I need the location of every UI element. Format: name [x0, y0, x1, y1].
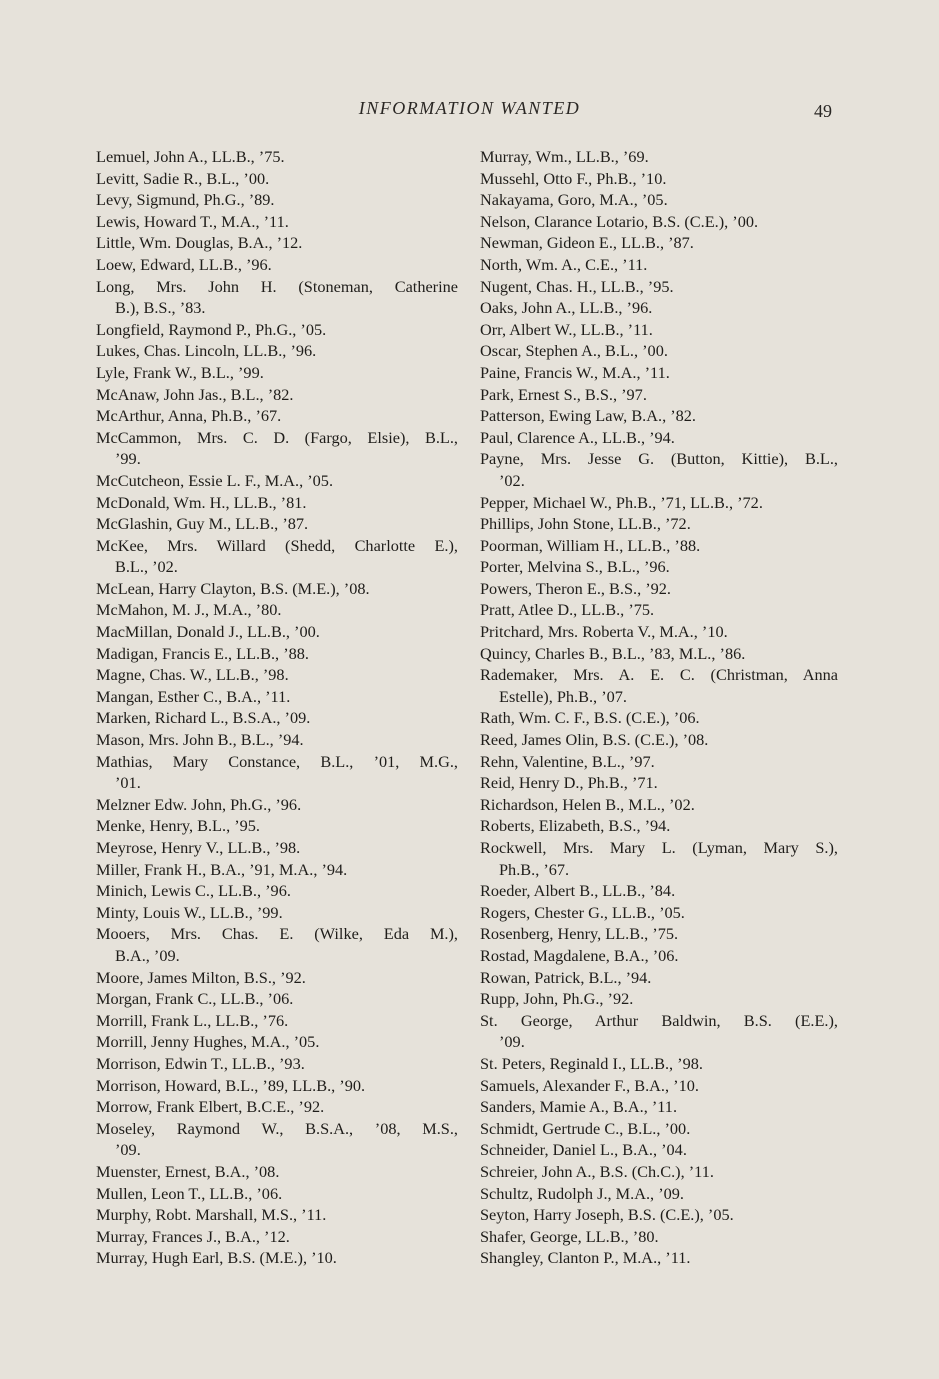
directory-entry: Rostad, Magdalene, B.A., ’06. — [480, 945, 679, 965]
directory-entry: Pepper, Michael W., Ph.B., ’71, LL.B., ’72. — [480, 492, 763, 512]
directory-entry: Loew, Edward, LL.B., ’96. — [96, 254, 272, 274]
directory-entry: Pratt, Atlee D., LL.B., ’75. — [480, 600, 655, 620]
directory-entry: Mooers, Mrs. Chas. E. (Wilke, Eda M.), — [96, 924, 458, 944]
directory-entry: Schneider, Daniel L., B.A., ’04. — [480, 1140, 687, 1160]
directory-entry-continuation: ’02. — [499, 470, 525, 490]
directory-entry: Menke, Henry, B.L., ’95. — [96, 816, 260, 836]
directory-entry: Newman, Gideon E., LL.B., ’87. — [480, 233, 694, 253]
directory-entry: Rademaker, Mrs. A. E. C. (Christman, Anna — [480, 665, 838, 685]
directory-entry: Seyton, Harry Joseph, B.S. (C.E.), ’05. — [480, 1205, 734, 1225]
left-column — [96, 146, 458, 1269]
directory-entry: Pritchard, Mrs. Roberta V., M.A., ’10. — [480, 622, 728, 642]
directory-entry: Morrill, Jenny Hughes, M.A., ’05. — [96, 1032, 320, 1052]
directory-entry: Levy, Sigmund, Ph.G., ’89. — [96, 190, 275, 210]
directory-entry: Oaks, John A., LL.B., ’96. — [480, 298, 653, 318]
directory-entry: Lukes, Chas. Lincoln, LL.B., ’96. — [96, 341, 317, 361]
directory-entry: Magne, Chas. W., LL.B., ’98. — [96, 665, 289, 685]
directory-entry-continuation: Ph.B., ’67. — [499, 859, 570, 879]
right-column — [480, 146, 838, 1269]
directory-entry-continuation: B.A., ’09. — [115, 945, 180, 965]
directory-entry: Rockwell, Mrs. Mary L. (Lyman, Mary S.), — [480, 838, 838, 857]
directory-entry: Reid, Henry D., Ph.B., ’71. — [480, 773, 658, 793]
directory-entry: Murray, Frances J., B.A., ’12. — [96, 1226, 290, 1246]
directory-entry: Samuels, Alexander F., B.A., ’10. — [480, 1075, 699, 1095]
directory-entry: Nugent, Chas. H., LL.B., ’95. — [480, 276, 674, 296]
directory-entry: Morrill, Frank L., LL.B., ’76. — [96, 1010, 289, 1030]
directory-entry: Paul, Clarence A., LL.B., ’94. — [480, 427, 675, 447]
directory-entry: Rowan, Patrick, B.L., ’94. — [480, 967, 652, 987]
directory-entry: Minty, Louis W., LL.B., ’99. — [96, 902, 283, 922]
directory-entry: Roberts, Elizabeth, B.S., ’94. — [480, 816, 671, 836]
directory-entry-continuation: B.L., ’02. — [115, 557, 178, 577]
directory-entry: McCammon, Mrs. C. D. (Fargo, Elsie), B.L., — [96, 427, 458, 447]
directory-entry: Schmidt, Gertrude C., B.L., ’00. — [480, 1118, 691, 1138]
directory-entry: Sanders, Mamie A., B.A., ’11. — [480, 1097, 678, 1117]
directory-entry: Orr, Albert W., LL.B., ’11. — [480, 319, 653, 339]
directory-entry: Park, Ernest S., B.S., ’97. — [480, 384, 647, 404]
directory-entry: Morgan, Frank C., LL.B., ’06. — [96, 989, 294, 1009]
directory-entry: Miller, Frank H., B.A., ’91, M.A., ’94. — [96, 859, 348, 879]
directory-entry: Mason, Mrs. John B., B.L., ’94. — [96, 730, 304, 750]
directory-entry: Long, Mrs. John H. (Stoneman, Catherine — [96, 276, 458, 296]
directory-entry-continuation: ’99. — [115, 449, 141, 469]
directory-entry: Roeder, Albert B., LL.B., ’84. — [480, 881, 676, 901]
directory-entry: Richardson, Helen B., M.L., ’02. — [480, 794, 695, 814]
directory-entry: Reed, James Olin, B.S. (C.E.), ’08. — [480, 730, 709, 750]
directory-entry: Rogers, Chester G., LL.B., ’05. — [480, 902, 685, 922]
directory-entry: McGlashin, Guy M., LL.B., ’87. — [96, 514, 309, 534]
directory-entry: McKee, Mrs. Willard (Shedd, Charlotte E.), — [96, 535, 458, 555]
directory-entry: Muenster, Ernest, B.A., ’08. — [96, 1161, 280, 1181]
directory-entry: Schreier, John A., B.S. (Ch.C.), ’11. — [480, 1161, 714, 1181]
directory-entry: Poorman, William H., LL.B., ’88. — [480, 535, 701, 555]
directory-entry: Powers, Theron E., B.S., ’92. — [480, 578, 671, 598]
directory-entry: St. Peters, Reginald I., LL.B., ’98. — [480, 1053, 703, 1073]
directory-entry: Morrison, Howard, B.L., ’89, LL.B., ’90. — [96, 1075, 366, 1095]
directory-entry: Rupp, John, Ph.G., ’92. — [480, 989, 634, 1009]
directory-entry: Rath, Wm. C. F., B.S. (C.E.), ’06. — [480, 708, 700, 728]
directory-entry: Morrison, Edwin T., LL.B., ’93. — [96, 1053, 305, 1073]
directory-entry: Nelson, Clarance Lotario, B.S. (C.E.), ’00. — [480, 211, 759, 231]
directory-entry: MacMillan, Donald J., LL.B., ’00. — [96, 622, 320, 642]
directory-entry: Moseley, Raymond W., B.S.A., ’08, M.S., — [96, 1118, 458, 1138]
directory-entry: Lewis, Howard T., M.A., ’11. — [96, 211, 289, 231]
directory-entry: Patterson, Ewing Law, B.A., ’82. — [480, 406, 696, 426]
directory-entry: Oscar, Stephen A., B.L., ’00. — [480, 341, 668, 361]
directory-entry: Moore, James Milton, B.S., ’92. — [96, 967, 306, 987]
directory-entry: Melzner Edw. John, Ph.G., ’96. — [96, 794, 302, 814]
directory-entry: St. George, Arthur Baldwin, B.S. (E.E.), — [480, 1010, 838, 1030]
directory-entry: Morrow, Frank Elbert, B.C.E., ’92. — [96, 1097, 325, 1117]
directory-entry: Paine, Francis W., M.A., ’11. — [480, 362, 670, 382]
directory-entry: Schultz, Rudolph J., M.A., ’09. — [480, 1183, 684, 1203]
directory-entry-continuation: ’09. — [115, 1140, 141, 1160]
directory-entry: Shafer, George, LL.B., ’80. — [480, 1226, 659, 1246]
directory-entry: Lyle, Frank W., B.L., ’99. — [96, 362, 264, 382]
directory-entry: Murphy, Robt. Marshall, M.S., ’11. — [96, 1205, 327, 1225]
directory-entry: McMahon, M. J., M.A., ’80. — [96, 600, 282, 620]
directory-entry: Minich, Lewis C., LL.B., ’96. — [96, 881, 291, 901]
directory-entry: Rosenberg, Henry, LL.B., ’75. — [480, 924, 679, 944]
directory-entry-continuation: Estelle), Ph.B., ’07. — [499, 686, 627, 706]
directory-entry: Mullen, Leon T., LL.B., ’06. — [96, 1183, 283, 1203]
directory-entry: Marken, Richard L., B.S.A., ’09. — [96, 708, 311, 728]
directory-entry: Rehn, Valentine, B.L., ’97. — [480, 751, 655, 771]
directory-entry: McCutcheon, Essie L. F., M.A., ’05. — [96, 470, 334, 490]
directory-entry: Mathias, Mary Constance, B.L., ’01, M.G., — [96, 751, 458, 771]
directory-entry-continuation: B.), B.S., ’83. — [115, 298, 206, 318]
directory-entry: Quincy, Charles B., B.L., ’83, M.L., ’86. — [480, 643, 746, 663]
directory-entry: Meyrose, Henry V., LL.B., ’98. — [96, 838, 301, 857]
directory-entry: Longfield, Raymond P., Ph.G., ’05. — [96, 319, 327, 339]
directory-entry: Porter, Melvina S., B.L., ’96. — [480, 557, 670, 577]
directory-entry: Lemuel, John A., LL.B., ’75. — [96, 147, 285, 166]
running-header: INFORMATION WANTED — [358, 98, 581, 118]
directory-entry: McLean, Harry Clayton, B.S. (M.E.), ’08. — [96, 578, 370, 598]
directory-entry: Nakayama, Goro, M.A., ’05. — [480, 190, 668, 210]
page-number: 49 — [814, 101, 832, 121]
directory-entry: Shangley, Clanton P., M.A., ’11. — [480, 1248, 691, 1268]
directory-entry: Little, Wm. Douglas, B.A., ’12. — [96, 233, 303, 253]
directory-entry: McAnaw, John Jas., B.L., ’82. — [96, 384, 294, 404]
directory-entry: Phillips, John Stone, LL.B., ’72. — [480, 514, 691, 534]
directory-entry: Mangan, Esther C., B.A., ’11. — [96, 686, 291, 706]
directory-entry: Payne, Mrs. Jesse G. (Button, Kittie), B.L., — [480, 449, 838, 469]
directory-entry: McDonald, Wm. H., LL.B., ’81. — [96, 492, 307, 512]
directory-entry: McArthur, Anna, Ph.B., ’67. — [96, 406, 282, 426]
directory-entry-continuation: ’09. — [499, 1032, 525, 1052]
directory-entry: Levitt, Sadie R., B.L., ’00. — [96, 168, 270, 188]
directory-entry: Murray, Wm., LL.B., ’69. — [480, 147, 649, 166]
directory-entry-continuation: ’01. — [115, 773, 141, 793]
directory-entry: Madigan, Francis E., LL.B., ’88. — [96, 643, 309, 663]
directory-entry: Murray, Hugh Earl, B.S. (M.E.), ’10. — [96, 1248, 337, 1268]
directory-entry: Mussehl, Otto F., Ph.B., ’10. — [480, 168, 667, 188]
directory-entry: North, Wm. A., C.E., ’11. — [480, 254, 648, 274]
